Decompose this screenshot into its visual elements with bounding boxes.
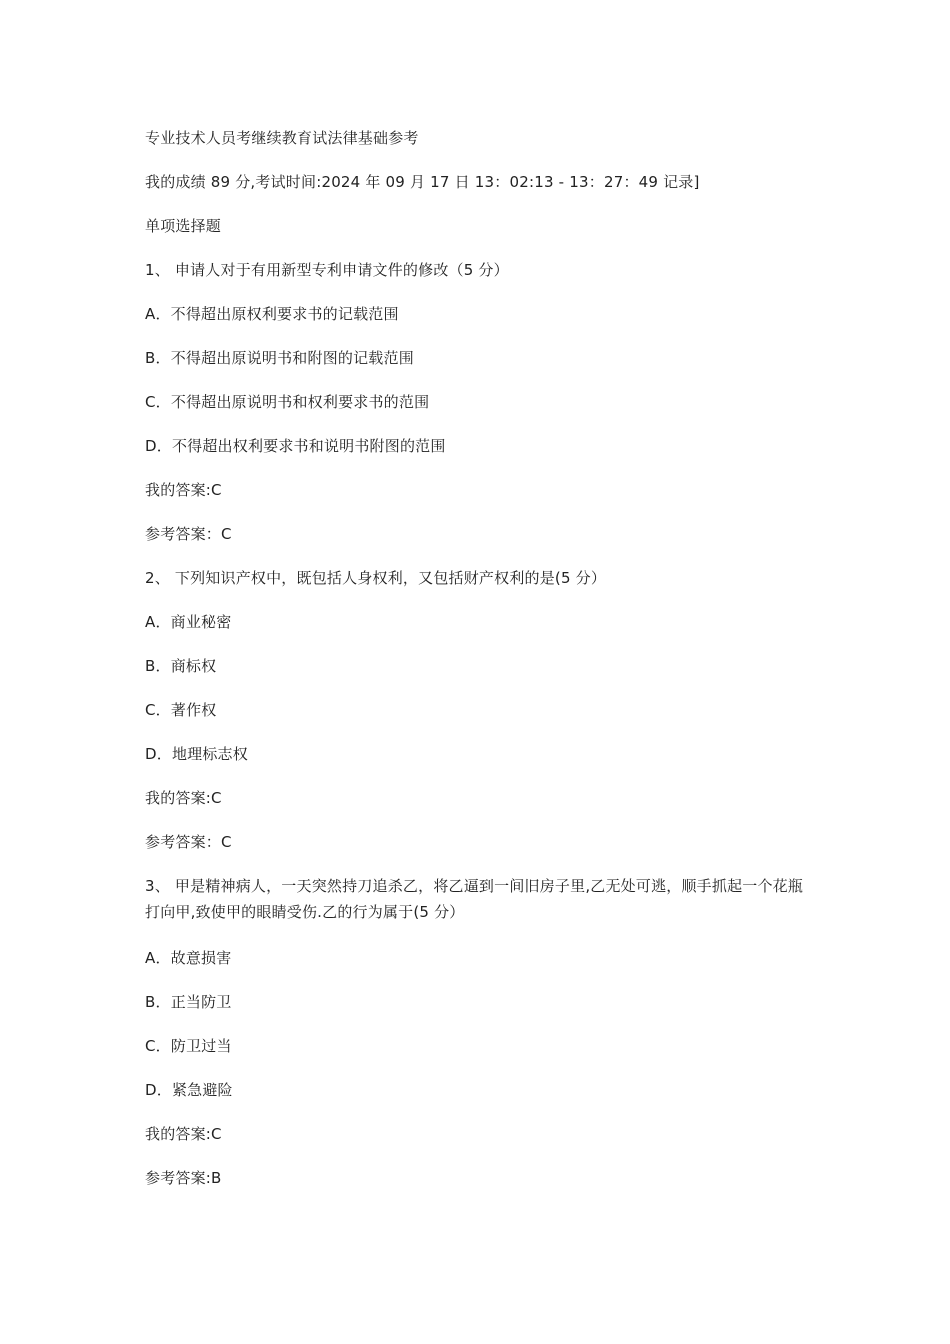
question-1-my-answer: 我的答案:C — [145, 481, 222, 499]
question-2-option-a: A．商业秘密 — [145, 613, 232, 631]
question-3-my-answer: 我的答案:C — [145, 1125, 222, 1143]
question-1-option-b: B．不得超出原说明书和附图的记载范围 — [145, 349, 414, 367]
document-title: 专业技术人员考继续教育试法律基础参考 — [145, 129, 419, 147]
question-2-option-b: B．商标权 — [145, 657, 217, 675]
question-1-option-a: A．不得超出原权利要求书的记载范围 — [145, 305, 399, 323]
question-1-option-c: C．不得超出原说明书和权利要求书的范围 — [145, 393, 430, 411]
question-2-option-d: D．地理标志权 — [145, 745, 248, 763]
question-1-option-d: D．不得超出权利要求书和说明书附图的范围 — [145, 437, 446, 455]
question-2-reference-answer: 参考答案：C — [145, 833, 232, 851]
question-3-option-a: A．故意损害 — [145, 949, 232, 967]
question-2-option-c: C．著作权 — [145, 701, 217, 719]
question-3-option-b: B．正当防卫 — [145, 993, 232, 1011]
question-2-my-answer: 我的答案:C — [145, 789, 222, 807]
question-2-stem: 2、 下列知识产权中，既包括人身权利，又包括财产权利的是(5 分） — [145, 569, 607, 587]
question-1-reference-answer: 参考答案：C — [145, 525, 232, 543]
question-3-option-c: C．防卫过当 — [145, 1037, 232, 1055]
question-3-stem: 3、 甲是精神病人，一天突然持刀追杀乙，将乙逼到一间旧房子里,乙无处可逃，顺手抓起一个花瓶打向甲,致使甲的眼睛受伤.乙的行为属于(5 分） — [145, 877, 804, 921]
section-heading: 单项选择题 — [145, 217, 222, 235]
question-3-reference-answer: 参考答案:B — [145, 1169, 222, 1187]
question-3-option-d: D．紧急避险 — [145, 1081, 233, 1099]
question-1-stem: 1、 申请人对于有用新型专利申请文件的修改（5 分） — [145, 261, 509, 279]
score-line: 我的成绩 89 分,考试时间:2024 年 09 月 17 日 13：02:13 - 13：27：49 记录] — [145, 173, 700, 191]
